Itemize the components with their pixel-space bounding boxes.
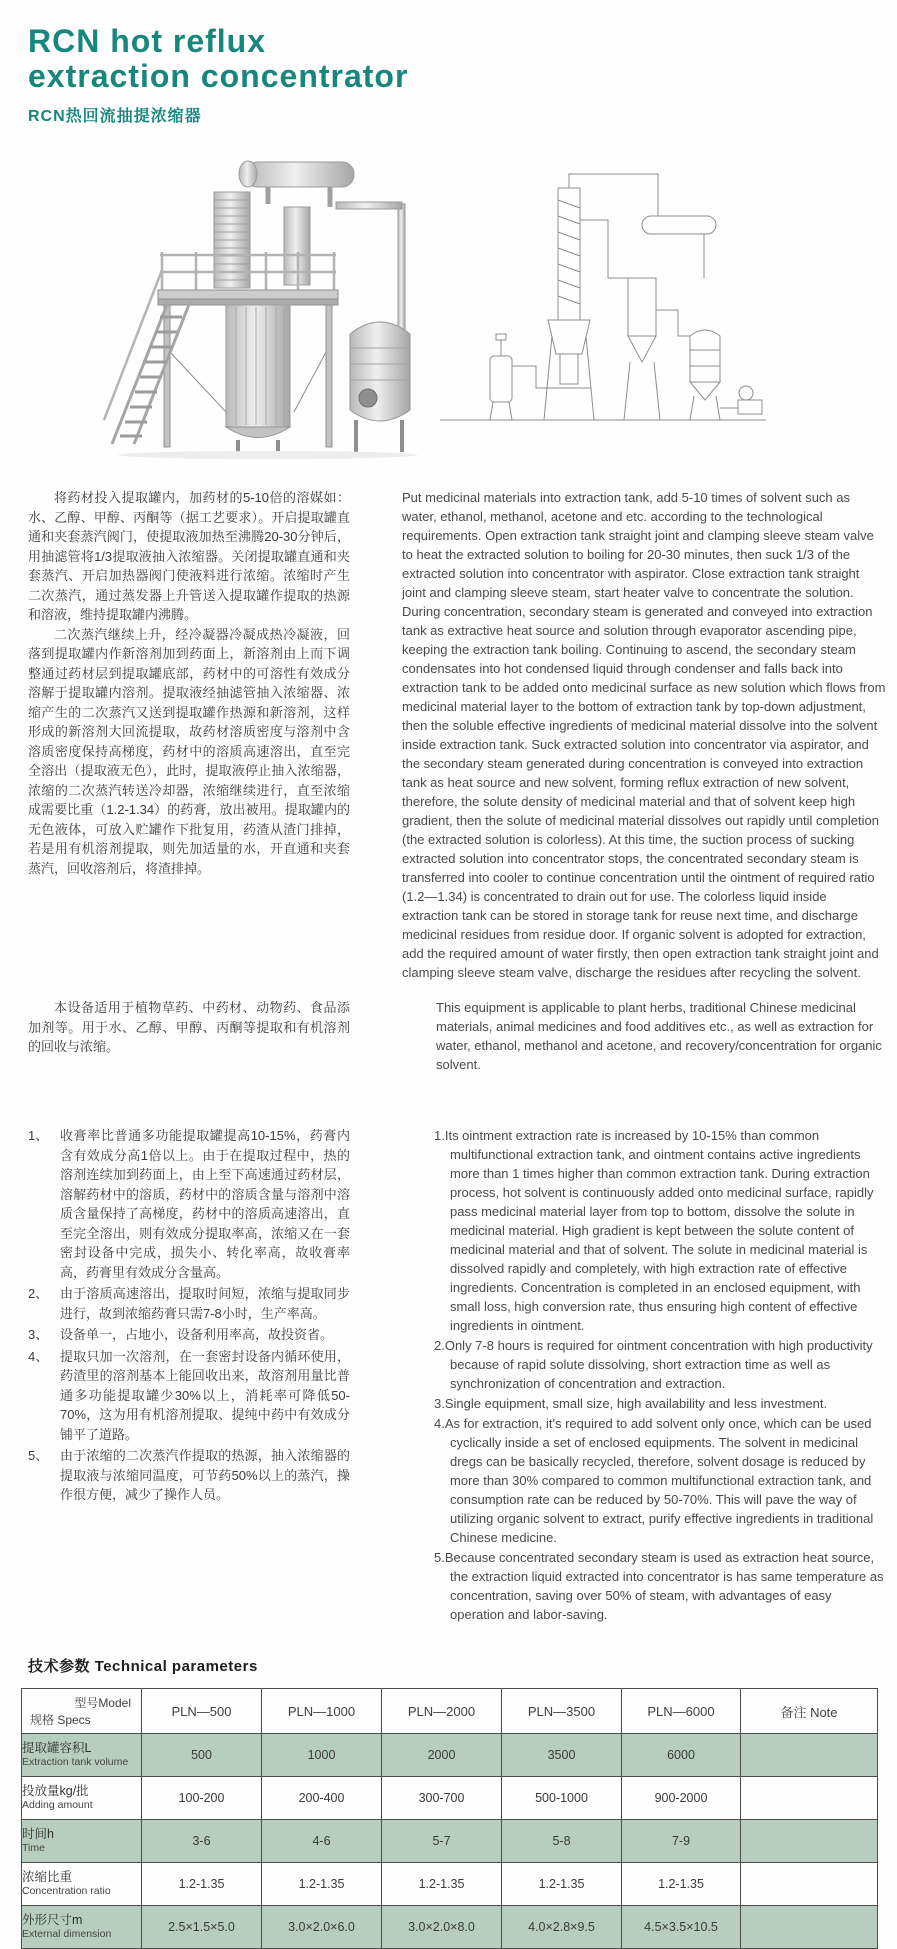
param-value-cell: 1.2-1.35 (262, 1863, 382, 1906)
page-title-line2: extraction concentrator (28, 58, 409, 94)
param-value-cell: 4.5×3.5×10.5 (622, 1906, 741, 1949)
param-value-cell: 1000 (262, 1734, 382, 1777)
param-column-header: PLN—6000 (622, 1689, 741, 1734)
cn-paragraph-3: 本设备适用于植物草药、中药材、动物药、食品添加剂等。用于水、乙醇、甲醇、丙酮等提取和有机溶剂的回收与浓缩。 (28, 1000, 350, 1054)
feature-item-cn: 5、 由于浓缩的二次蒸汽作提取的热源，抽入浓缩器的提取液与浓缩同温度，可节药50%以上的蒸汽，操作很方便，减少了操作人员。 (28, 1448, 350, 1502)
page-header (0, 0, 897, 126)
feature-item-en: 5.Because concentrated secondary steam is used as extraction heat source, the extraction liquid extracted into concentrator is has same temperature as concentration, saving over 50% of steam, with advantages of easy operation and labor-saving. (434, 1550, 884, 1622)
param-row-label: 时间h Time (22, 1820, 142, 1863)
param-value-cell: 6000 (622, 1734, 741, 1777)
param-column-header: PLN—2000 (382, 1689, 502, 1734)
param-column-header: PLN—1000 (262, 1689, 382, 1734)
equipment-diagram (432, 160, 772, 438)
feature-item-cn: 1、 收膏率比普通多功能提取罐提高10-15%，药膏内含有效成分高1倍以上。由于在提取过程中，热的溶剂连续加到药面上，由上至下高速通过药材层，溶解药材中的溶质，药材中的溶质含量与溶剂中溶质含量保持了高梯度，药材中的溶质高速溶出，直至完全溶出，则有效成分提取率高，浓缩又在一套密封设备中完成，损失小、转化率高，故收膏率高，药膏里有效成分含量高。 (28, 1128, 350, 1280)
param-value-cell: 500-1000 (502, 1777, 622, 1820)
applicability-cn-column (28, 998, 350, 1057)
param-note-header: 备注 Note (741, 1689, 878, 1734)
param-value-cell: 900-2000 (622, 1777, 741, 1820)
feature-item-en: 1.Its ointment extraction rate is increased by 10-15% than common multifunctional extraction tank, and ointment contains active ingredients more than 1 times higher than common extraction tank. During extraction process, hot solvent is continuously added onto medicinal surface, rapidly pass medicinal material layer from top to bottom, dissolve the solute in medicinal material. High gradient is kept between the solute content of medicinal material and that of solvent. The solute in medicinal material is dissolved rapidly and completely, with high extraction rate of effective ingredients. Concentration is completed in an enclosed equipment, with small loss, high conversion rate, thus ensuring high content of effective ingredients in ointment. (434, 1128, 874, 1333)
param-value-cell: 3-6 (142, 1820, 262, 1863)
param-note-cell (741, 1863, 878, 1906)
applicability-en-column (436, 998, 886, 1074)
param-row (22, 1777, 878, 1820)
features-section (0, 1126, 897, 1625)
corner-model-label: 型号Model (74, 1696, 131, 1710)
features-list-en (434, 1126, 886, 1625)
param-value-cell: 3500 (502, 1734, 622, 1777)
param-value-cell: 7-9 (622, 1820, 741, 1863)
description-cn-column (28, 488, 350, 878)
param-note-cell (741, 1777, 878, 1820)
param-column-header: PLN—3500 (502, 1689, 622, 1734)
param-value-cell: 200-400 (262, 1777, 382, 1820)
feature-item-en: 2.Only 7-8 hours is required for ointment concentration with high productivity because of rapid solute dissolving, short extraction time as well as synchronization of concentration and extraction. (434, 1338, 873, 1391)
param-row-label: 浓缩比重 Concentration ratio (22, 1863, 142, 1906)
features-list-cn (28, 1126, 350, 1507)
corner-specs-label: 规格 Specs (30, 1713, 91, 1727)
param-value-cell: 100-200 (142, 1777, 262, 1820)
en-paragraph-1: Put medicinal materials into extraction tank, add 5-10 times of solvent such as water, ethanol, methanol, acetone and etc. according to the technological requirements. Open extraction tank straight joint and clamping sleeve steam valve to heat the extracted solution to boiling for 20-30 minutes, then suck 1/3 of the extracted solution into concentrator with aspirator. Close extraction tank straight joint and clamping sleeve steam, start heater valve to concentrate the solution. During concentration, secondary steam is generated and conveyed into extraction tank as extractive heat source and solution through evaporator ascending pipe, keeping the extraction tank boiling. Continuing to ascend, the secondary steam condensates into hot condensed liquid through condenser and falls back into extraction tank to be added onto medicinal surface as new solution which flows from medicinal material layer to the bottom of extraction tank by top-down adjustment, then the soluble effective ingredients of medicinal material dissolve into the solvent inside extraction tank. Suck extracted solution into concentrator via aspirator, and the secondary steam generated during concentration is conveyed into extraction tank as heat source and new solvent, forming reflux extraction of new solvent, therefore, the solute density of medicinal material and that of solvent keep high gradient, then the solute of medicinal material dissolves out rapidly until completion (the extracted solution is colorless). At this time, the suction process of sucking extracted solution into concentrator stops, the concentrated secondary steam is transferred into cooler to continue concentration until the ointment of required ratio (1.2—1.34) is concentrated to drain out for use. The colorless liquid inside extraction tank can be stored in storage tank for reuse next time, and discharge medicinal residues from residue door. If organic solvent is adopted for extraction, add the required amount of water firstly, then open extraction tank straight joint and clamping sleeve steam valve, discharge the residues after recycling the solvent. (402, 490, 886, 980)
param-value-cell: 1.2-1.35 (382, 1863, 502, 1906)
figures-row (0, 152, 897, 488)
feature-item-cn: 4、 提取只加一次溶剂，在一套密封设备内循环使用，药渣里的溶剂基本上能回收出来，故溶剂用量比普通多功能提取罐少30%以上，消耗率可降低50-70%，这为用有机溶剂提取、提纯中药中有效成分铺平了道路。 (28, 1348, 350, 1442)
param-value-cell: 3.0×2.0×6.0 (262, 1906, 382, 1949)
param-value-cell: 300-700 (382, 1777, 502, 1820)
feature-item-en: 4.As for extraction, it's required to add solvent only once, which can be used cyclically inside a set of enclosed equipments. The solvent in medicinal dregs can be basically recycled, therefore, solvent dosage is reduced by more than 30% compared to common multifunctional extraction tank, and consumption rate can be reduced by 50-70%. This will pave the way of utilizing organic solvent to extract, purify effective ingredients in traditional Chinese medicine. (434, 1416, 874, 1545)
param-value-cell: 1.2-1.35 (502, 1863, 622, 1906)
params-header-row-el (22, 1689, 878, 1734)
feature-item-en: 3.Single equipment, small size, high availability and less investment. (434, 1396, 828, 1411)
param-value-cell: 2.5×1.5×5.0 (142, 1906, 262, 1949)
param-row-label: 外形尺寸m External dimension (22, 1906, 142, 1949)
feature-item-cn: 3、 设备单一，占地小，设备利用率高，故投资省。 (28, 1327, 334, 1342)
description-section (0, 488, 897, 982)
param-value-cell: 4-6 (262, 1820, 382, 1863)
technical-parameters-heading: 技术参数 Technical parameters (28, 1658, 258, 1675)
param-value-cell: 5-7 (382, 1820, 502, 1863)
param-note-cell (741, 1820, 878, 1863)
param-row-label: 提取罐容积L Extraction tank volume (22, 1734, 142, 1777)
param-column-header: PLN—500 (142, 1689, 262, 1734)
param-row (22, 1863, 878, 1906)
feature-item-cn: 2、 由于溶质高速溶出，提取时间短，浓缩与提取同步进行，故到浓缩药膏只需7-8小时，生产率高。 (28, 1286, 350, 1321)
param-note-cell (741, 1734, 878, 1777)
applicability-section (0, 998, 897, 1074)
description-en-column (402, 488, 886, 982)
page-title-line1: RCN hot reflux (28, 23, 266, 59)
param-value-cell: 2000 (382, 1734, 502, 1777)
param-value-cell: 3.0×2.0×8.0 (382, 1906, 502, 1949)
cn-paragraph-1: 将药材投入提取罐内，加药材的5-10倍的溶媒如：水、乙醇、甲醇、丙酮等（据工艺要求）。开启提取罐直通和夹套蒸汽阀门，使提取液加热至沸腾20-30分钟后，用抽滤管将1/3提取液抽入浓缩器。关闭提取罐直通和夹套蒸汽、开启加热器阀门使液料进行浓缩。浓缩时产生二次蒸汽，通过蒸发器上升管送入提取罐作提取的热源和溶液，维持提取罐内沸腾。 (28, 490, 350, 622)
cn-paragraph-2: 二次蒸汽继续上升，经冷凝器冷凝成热冷凝液，回落到提取罐内作新溶剂加到药面上，新溶剂由上而下调整通过药材层到提取罐底部，药材中的可溶性有效成分溶解于提取罐内溶剂。提取液经抽滤管抽入浓缩器、浓缩产生的二次蒸汽又送到提取罐作热源和新溶剂，这样形成的新溶剂大回流提取，故药材溶质密度与溶剂中含溶质密度保持高梯度，药材中的溶质高速溶出，直至完全溶出（提取液无色），此时，提取液停止抽入浓缩器，浓缩的二次蒸汽转送冷却器，浓缩继续进行，直至浓缩成需要比重（1.2-1.34）的药膏，放出被用。提取罐内的无色液体，可放入贮罐作下批复用，药渣从渣门排掉，若是用有机溶剂提取，则先加适量的水，开直通和夹套蒸汽，回收溶剂后，将渣排掉。 (28, 626, 350, 876)
param-row (22, 1820, 878, 1863)
param-row-label: 投放量kg/批 Adding amount (22, 1777, 142, 1820)
page-subtitle-cn: RCN热回流抽提浓缩器 (28, 108, 202, 125)
param-value-cell: 4.0×2.8×9.5 (502, 1906, 622, 1949)
param-value-cell: 5-8 (502, 1820, 622, 1863)
param-row (22, 1734, 878, 1777)
params-table-body (22, 1734, 878, 1949)
param-value-cell: 1.2-1.35 (142, 1863, 262, 1906)
param-note-cell (741, 1906, 878, 1949)
page-title (28, 24, 897, 94)
param-value-cell: 1.2-1.35 (622, 1863, 741, 1906)
technical-parameters-table (21, 1688, 878, 1949)
equipment-photo (98, 152, 430, 460)
param-row (22, 1906, 878, 1949)
params-corner-cell (22, 1689, 142, 1734)
en-paragraph-2: This equipment is applicable to plant herbs, traditional Chinese medicinal materials, animal medicines and food additives etc., as well as extraction for water, ethanol, methanol and acetone, and recovery/concentration for organic solvent. (436, 1000, 882, 1072)
param-value-cell: 500 (142, 1734, 262, 1777)
